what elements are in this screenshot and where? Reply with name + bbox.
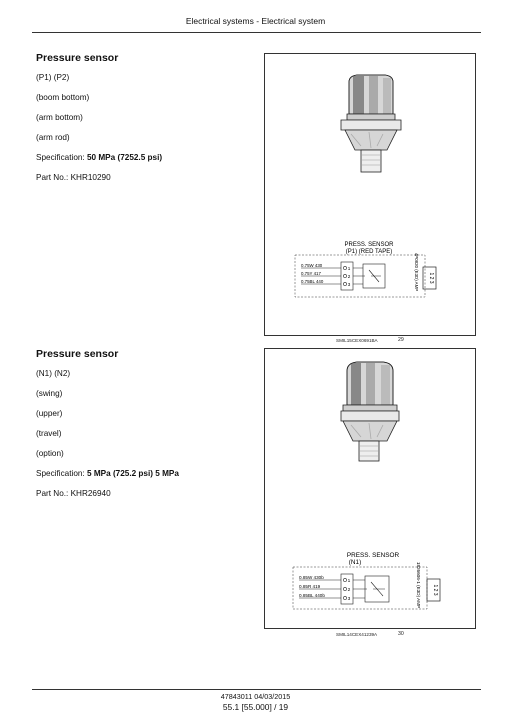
sensor-drawing-2: [341, 362, 399, 461]
diagram-sublabel-1: (P1) (RED TAPE): [345, 249, 393, 255]
wire-label: 0.85R 419: [299, 584, 321, 589]
port-label: (P1) (P2): [36, 73, 70, 82]
spec-psi: (7252.5 psi): [117, 153, 163, 162]
svg-text:1 2 3: 1 2 3: [428, 272, 434, 284]
header-rule: [32, 32, 481, 33]
wire-label: 0.85W 430b: [299, 575, 324, 580]
part-number: Part No.: KHR26940: [36, 489, 111, 498]
spec-label: Specification:: [36, 153, 87, 162]
svg-text:2: 2: [347, 588, 351, 593]
section-pressure-sensor-p1: [36, 52, 256, 193]
section-pressure-sensor-n1: [36, 348, 256, 509]
location-arm-bottom: (arm bottom): [36, 113, 83, 122]
diagram-label-2: PRESS. SENSOR: [346, 552, 400, 559]
wire-label: 0.75BL 440: [301, 279, 324, 284]
svg-text:3: 3: [347, 597, 351, 602]
location-upper: (upper): [36, 409, 63, 418]
connector-code-1: 4P0820 (E3D) AMP: [414, 252, 419, 292]
page-number: 55.1 [55.000] / 19: [222, 702, 289, 712]
figure-box-1: [264, 53, 476, 336]
wire-label: 0.85BL 440b: [299, 593, 325, 598]
section-title: Pressure sensor: [36, 348, 119, 360]
spec-psi: (725.2 psi): [112, 469, 153, 478]
connector-code-2: 1826606-1 (E3D) AMP: [416, 561, 421, 609]
spec-suffix: 5 MPa: [155, 469, 179, 478]
specification: [36, 153, 256, 163]
location-option: (option): [36, 449, 64, 458]
sensor-figure-1: [265, 54, 475, 335]
page-header: Electrical systems - Electrical system: [185, 16, 326, 26]
diagram-sublabel-2: (N1): [348, 559, 362, 566]
svg-text:1 2 3: 1 2 3: [432, 584, 438, 596]
spec-value: 5 MPa: [86, 469, 111, 478]
figure-code-2: SMIL14CEX41239A: [336, 632, 378, 637]
svg-text:1: 1: [347, 579, 351, 584]
sensor-drawing-1: [341, 75, 401, 172]
svg-text:2: 2: [347, 274, 351, 279]
spec-value: 50 MPa: [86, 153, 116, 162]
diagram-label-1: PRESS. SENSOR: [344, 242, 394, 248]
wiring-diagram-2: [293, 552, 440, 609]
wiring-diagram-1: [295, 242, 436, 297]
location-arm-rod: (arm rod): [36, 133, 70, 142]
section-title: Pressure sensor: [36, 52, 119, 64]
svg-text:1: 1: [347, 266, 351, 271]
document-id: 47843011 04/03/2015: [220, 692, 291, 701]
wire-label: 0.75W 430: [301, 263, 323, 268]
specification: [36, 469, 256, 479]
location-travel: (travel): [36, 429, 62, 438]
figure-number-2: 30: [398, 631, 404, 637]
port-label: (N1) (N2): [36, 369, 71, 378]
figure-code-1: SMIL15CEX0691BA: [336, 338, 378, 343]
footer-rule: [32, 689, 481, 690]
figure-box-2: [264, 348, 476, 629]
wire-label: 0.75Y 417: [301, 271, 321, 276]
sensor-figure-2: [265, 349, 475, 628]
svg-text:3: 3: [347, 282, 351, 287]
figure-number-1: 29: [398, 337, 404, 343]
part-number: Part No.: KHR10290: [36, 173, 111, 182]
location-boom-bottom: (boom bottom): [36, 93, 90, 102]
location-swing: (swing): [36, 389, 63, 398]
spec-label: Specification:: [36, 469, 87, 478]
